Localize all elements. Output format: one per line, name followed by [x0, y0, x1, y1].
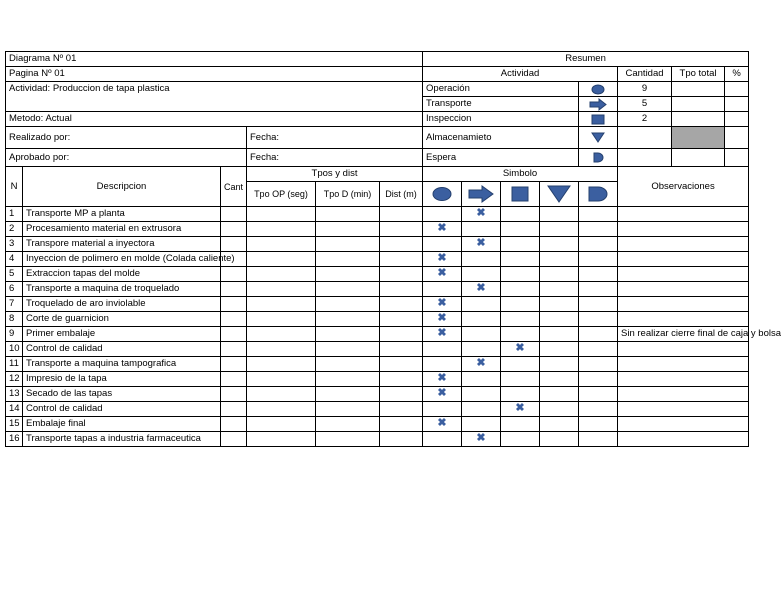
- table-row: [6, 342, 749, 357]
- step-number: 15: [6, 417, 23, 432]
- symbol-mark: ✖: [476, 432, 486, 444]
- table-row: [6, 402, 749, 417]
- step-dist: [380, 402, 423, 417]
- symbol-cell: [462, 327, 501, 342]
- step-tpo-op: [247, 327, 316, 342]
- symbol-cell: [501, 342, 540, 357]
- symbol-cell: [462, 252, 501, 267]
- step-number: 7: [6, 297, 23, 312]
- step-observation: [618, 372, 749, 387]
- symbol-mark: ✖: [437, 297, 447, 309]
- step-tpo-op: [247, 387, 316, 402]
- step-tpo-d: [316, 357, 380, 372]
- symbol-cell: [501, 222, 540, 237]
- step-cant: [221, 312, 247, 327]
- symbol-cell: [579, 372, 618, 387]
- step-tpo-d: [316, 342, 380, 357]
- step-tpo-op: [247, 417, 316, 432]
- step-number: 11: [6, 357, 23, 372]
- table-row: [6, 252, 749, 267]
- summary-pct-header: %: [725, 67, 749, 82]
- step-description: Transporte a maquina de troquelado: [23, 282, 221, 297]
- diagram-number: Diagrama Nº 01: [6, 52, 423, 67]
- step-cant: [221, 222, 247, 237]
- symbol-cell: [540, 267, 579, 282]
- symbol-cell: [579, 312, 618, 327]
- step-description: Embalaje final: [23, 417, 221, 432]
- symbol-mark: ✖: [476, 357, 486, 369]
- symbol-cell: [540, 207, 579, 222]
- symbol-cell: [462, 372, 501, 387]
- symbol-cell: [579, 417, 618, 432]
- symbol-cell: [462, 297, 501, 312]
- symbol-mark: ✖: [437, 387, 447, 399]
- step-dist: [380, 252, 423, 267]
- step-number: 12: [6, 372, 23, 387]
- step-dist: [380, 267, 423, 282]
- symbol-cell: [501, 297, 540, 312]
- step-tpo-d: [316, 387, 380, 402]
- step-number: 1: [6, 207, 23, 222]
- square-icon: [591, 114, 605, 125]
- step-tpo-op: [247, 372, 316, 387]
- symbol-cell: [462, 417, 501, 432]
- col-n: N: [6, 167, 23, 207]
- step-number: 5: [6, 267, 23, 282]
- symbol-cell: [579, 432, 618, 447]
- table-row: [6, 222, 749, 237]
- symbol-cell: [579, 252, 618, 267]
- step-observation: [618, 342, 749, 357]
- step-dist: [380, 237, 423, 252]
- table-row: [6, 237, 749, 252]
- symbol-mark: ✖: [437, 252, 447, 264]
- summary-label-wait: Espera: [423, 149, 579, 167]
- d-shape-icon: [591, 152, 605, 163]
- symbol-cell: [579, 342, 618, 357]
- symbol-cell: [462, 222, 501, 237]
- step-cant: [221, 297, 247, 312]
- step-tpo-op: [247, 297, 316, 312]
- symbol-cell: [501, 237, 540, 252]
- step-number: 3: [6, 237, 23, 252]
- step-observation: [618, 237, 749, 252]
- symbol-mark: ✖: [437, 327, 447, 339]
- step-observation: [618, 432, 749, 447]
- symbol-cell: [579, 327, 618, 342]
- summary-qty-inspection: 2: [618, 112, 672, 127]
- table-row: [6, 312, 749, 327]
- step-observation: [618, 267, 749, 282]
- symbol-cell: [540, 312, 579, 327]
- step-tpo-op: [247, 222, 316, 237]
- step-dist: [380, 432, 423, 447]
- step-description: Transporte tapas a industria farmaceutica: [23, 432, 221, 447]
- symbol-cell: [462, 282, 501, 297]
- step-number: 10: [6, 342, 23, 357]
- symbol-cell: [462, 387, 501, 402]
- table-row: [6, 207, 749, 222]
- symbol-cell: [540, 402, 579, 417]
- step-dist: [380, 417, 423, 432]
- symbol-cell: [501, 267, 540, 282]
- symbol-cell: [423, 297, 462, 312]
- symbol-cell: [423, 387, 462, 402]
- process-table: [5, 51, 781, 447]
- step-observation: [618, 357, 749, 372]
- table-row: [6, 357, 749, 372]
- symbol-cell: [462, 267, 501, 282]
- symbol-mark: ✖: [437, 417, 447, 429]
- step-tpo-d: [316, 312, 380, 327]
- symbol-mark: ✖: [476, 282, 486, 294]
- symbol-mark: ✖: [437, 267, 447, 279]
- symbol-cell: [540, 372, 579, 387]
- symbol-cell: [540, 252, 579, 267]
- table-row: [6, 282, 749, 297]
- step-observation: [618, 417, 749, 432]
- symbol-cell: [462, 207, 501, 222]
- table-row: [6, 327, 749, 342]
- col-observations: Observaciones: [618, 167, 749, 207]
- step-tpo-d: [316, 237, 380, 252]
- summary-qty-wait: [618, 149, 672, 167]
- summary-qty-header: Cantidad: [618, 67, 672, 82]
- step-description: Corte de guarnicion: [23, 312, 221, 327]
- step-observation: Sin realizar cierre final de caja y bolsa: [618, 327, 749, 342]
- symbol-cell: [501, 207, 540, 222]
- col-description: Descripcion: [23, 167, 221, 207]
- summary-time-storage: [672, 127, 725, 149]
- col-symbol-group: Simbolo: [423, 167, 618, 182]
- step-observation: [618, 282, 749, 297]
- step-dist: [380, 342, 423, 357]
- step-tpo-op: [247, 402, 316, 417]
- step-description: Impresio de la tapa: [23, 372, 221, 387]
- step-cant: [221, 357, 247, 372]
- step-number: 4: [6, 252, 23, 267]
- symbol-cell: [540, 417, 579, 432]
- symbol-cell: [579, 237, 618, 252]
- step-cant: [221, 342, 247, 357]
- circle-icon: [591, 84, 605, 95]
- summary-label-transport: Transporte: [423, 97, 579, 112]
- symbol-cell: [540, 387, 579, 402]
- step-description: Procesamiento material en extrusora: [23, 222, 221, 237]
- symbol-cell: [501, 312, 540, 327]
- col-times-group: Tpos y dist: [247, 167, 423, 182]
- step-tpo-d: [316, 417, 380, 432]
- step-dist: [380, 372, 423, 387]
- step-description: Control de calidad: [23, 342, 221, 357]
- step-tpo-d: [316, 267, 380, 282]
- step-tpo-d: [316, 297, 380, 312]
- symbol-cell: [540, 357, 579, 372]
- symbol-cell: [423, 237, 462, 252]
- symbol-cell: [540, 297, 579, 312]
- step-dist: [380, 387, 423, 402]
- symbol-cell: [423, 327, 462, 342]
- col-tpo-op: Tpo OP (seg): [247, 182, 316, 207]
- summary-qty-operation: 9: [618, 82, 672, 97]
- step-tpo-op: [247, 282, 316, 297]
- step-observation: [618, 312, 749, 327]
- method-label: Metodo: Actual: [6, 112, 423, 127]
- step-number: 16: [6, 432, 23, 447]
- step-tpo-op: [247, 312, 316, 327]
- delay-d-icon: [586, 186, 610, 202]
- symbol-cell: [540, 282, 579, 297]
- date-label-2: Fecha:: [247, 149, 423, 167]
- symbol-cell: [501, 327, 540, 342]
- step-description: Transporte a maquina tampografica: [23, 357, 221, 372]
- symbol-cell: [501, 402, 540, 417]
- symbol-cell: [462, 342, 501, 357]
- step-dist: [380, 357, 423, 372]
- summary-qty-storage: [618, 127, 672, 149]
- symbol-cell: [423, 282, 462, 297]
- step-dist: [380, 282, 423, 297]
- arrow-icon: [589, 99, 607, 110]
- symbol-cell: [540, 342, 579, 357]
- col-cant: Cant: [221, 167, 247, 207]
- summary-qty-transport: 5: [618, 97, 672, 112]
- transport-arrow-icon: [468, 186, 494, 202]
- summary-title: Resumen: [423, 52, 749, 67]
- step-description: Primer embalaje: [23, 327, 221, 342]
- step-number: 8: [6, 312, 23, 327]
- symbol-cell: [579, 267, 618, 282]
- step-dist: [380, 207, 423, 222]
- step-cant: [221, 237, 247, 252]
- step-observation: [618, 387, 749, 402]
- step-tpo-d: [316, 402, 380, 417]
- flow-process-chart: [5, 51, 781, 445]
- step-tpo-d: [316, 432, 380, 447]
- symbol-mark: ✖: [515, 342, 525, 354]
- step-description: Extraccion tapas del molde: [23, 267, 221, 282]
- symbol-cell: [501, 252, 540, 267]
- date-label-1: Fecha:: [247, 127, 423, 149]
- symbol-cell: [462, 237, 501, 252]
- storage-triangle-icon: [547, 185, 571, 203]
- step-observation: [618, 297, 749, 312]
- step-description: Control de calidad: [23, 402, 221, 417]
- symbol-mark: ✖: [437, 312, 447, 324]
- symbol-cell: [579, 402, 618, 417]
- summary-time-header: Tpo total: [672, 67, 725, 82]
- triangle-icon: [591, 132, 605, 143]
- summary-label-operation: Operación: [423, 82, 579, 97]
- symbol-cell: [501, 282, 540, 297]
- step-tpo-op: [247, 252, 316, 267]
- symbol-cell: [540, 222, 579, 237]
- step-observation: [618, 222, 749, 237]
- step-tpo-op: [247, 432, 316, 447]
- symbol-cell: [423, 357, 462, 372]
- table-row: [6, 372, 749, 387]
- step-dist: [380, 327, 423, 342]
- symbol-cell: [423, 312, 462, 327]
- symbol-cell: [423, 402, 462, 417]
- step-tpo-d: [316, 222, 380, 237]
- symbol-cell: [423, 372, 462, 387]
- symbol-cell: [579, 207, 618, 222]
- step-description: Transporte MP a planta: [23, 207, 221, 222]
- symbol-cell: [423, 252, 462, 267]
- step-number: 14: [6, 402, 23, 417]
- symbol-cell: [423, 342, 462, 357]
- col-dist: Dist (m): [380, 182, 423, 207]
- symbol-cell: [579, 282, 618, 297]
- step-description: Secado de las tapas: [23, 387, 221, 402]
- step-dist: [380, 222, 423, 237]
- step-tpo-d: [316, 372, 380, 387]
- page-number: Pagina Nº 01: [6, 67, 423, 82]
- step-cant: [221, 402, 247, 417]
- step-cant: [221, 432, 247, 447]
- step-number: 2: [6, 222, 23, 237]
- made-by-label: Realizado por:: [6, 127, 247, 149]
- symbol-cell: [540, 237, 579, 252]
- step-cant: [221, 372, 247, 387]
- symbol-cell: [423, 417, 462, 432]
- step-observation: [618, 402, 749, 417]
- symbol-cell: [579, 357, 618, 372]
- step-tpo-op: [247, 207, 316, 222]
- symbol-cell: [462, 357, 501, 372]
- step-description: Transpore material a inyectora: [23, 237, 221, 252]
- symbol-cell: [501, 357, 540, 372]
- symbol-mark: ✖: [437, 372, 447, 384]
- symbol-cell: [540, 327, 579, 342]
- step-observation: [618, 207, 749, 222]
- symbol-cell: [579, 387, 618, 402]
- operation-circle-icon: [431, 186, 453, 202]
- summary-label-storage: Almacenamieto: [423, 127, 579, 149]
- summary-label-inspection: Inspeccion: [423, 112, 579, 127]
- symbol-cell: [423, 432, 462, 447]
- symbol-cell: [423, 222, 462, 237]
- symbol-mark: ✖: [515, 402, 525, 414]
- symbol-cell: [501, 372, 540, 387]
- symbol-cell: [462, 402, 501, 417]
- symbol-mark: ✖: [437, 222, 447, 234]
- approved-by-label: Aprobado por:: [6, 149, 247, 167]
- table-row: [6, 267, 749, 282]
- step-tpo-op: [247, 342, 316, 357]
- symbol-cell: [501, 417, 540, 432]
- table-row: [6, 432, 749, 447]
- step-cant: [221, 327, 247, 342]
- symbol-cell: [501, 387, 540, 402]
- step-cant: [221, 387, 247, 402]
- step-tpo-op: [247, 267, 316, 282]
- symbol-cell: [579, 222, 618, 237]
- step-tpo-d: [316, 282, 380, 297]
- step-number: 9: [6, 327, 23, 342]
- summary-activity-header: Actividad: [423, 67, 618, 82]
- step-cant: [221, 417, 247, 432]
- step-dist: [380, 297, 423, 312]
- step-cant: [221, 282, 247, 297]
- step-tpo-op: [247, 357, 316, 372]
- symbol-cell: [423, 267, 462, 282]
- step-number: 6: [6, 282, 23, 297]
- symbol-cell: [579, 297, 618, 312]
- step-dist: [380, 312, 423, 327]
- step-number: 13: [6, 387, 23, 402]
- activity-label: Actividad: Produccion de tapa plastica: [6, 82, 423, 112]
- symbol-cell: [462, 432, 501, 447]
- symbol-mark: ✖: [476, 207, 486, 219]
- step-tpo-d: [316, 327, 380, 342]
- step-description: Inyeccion de polimero en molde (Colada caliente): [23, 252, 221, 267]
- step-tpo-d: [316, 207, 380, 222]
- table-row: [6, 387, 749, 402]
- symbol-cell: [501, 432, 540, 447]
- step-cant: [221, 207, 247, 222]
- step-tpo-op: [247, 237, 316, 252]
- symbol-cell: [423, 207, 462, 222]
- step-description: Troquelado de aro inviolable: [23, 297, 221, 312]
- table-row: [6, 297, 749, 312]
- symbol-cell: [540, 432, 579, 447]
- step-tpo-d: [316, 252, 380, 267]
- step-observation: [618, 252, 749, 267]
- table-row: [6, 417, 749, 432]
- col-tpo-d: Tpo D (min): [316, 182, 380, 207]
- symbol-cell: [462, 312, 501, 327]
- step-cant: [221, 267, 247, 282]
- symbol-mark: ✖: [476, 237, 486, 249]
- inspection-square-icon: [510, 186, 530, 202]
